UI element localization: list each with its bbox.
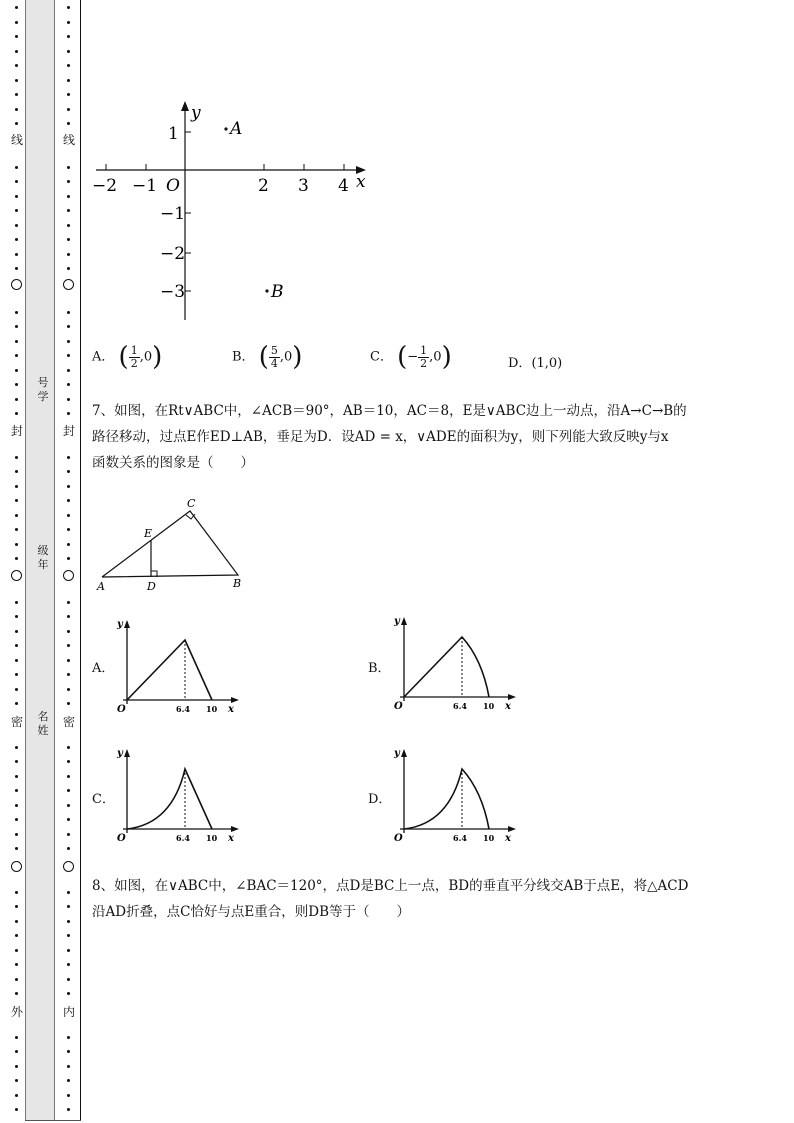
margin-dot [67, 1050, 70, 1053]
graph-label-t1: 6.4 [453, 701, 467, 711]
margin-dot [67, 6, 70, 9]
graph-label-y: y [117, 619, 123, 630]
margin-dot [15, 847, 18, 850]
margin-dot [67, 818, 70, 821]
margin-dot [67, 195, 70, 198]
graph-label-t1: 6.4 [453, 833, 467, 843]
graph-label-x: x [228, 833, 234, 844]
margin-dot [67, 615, 70, 618]
outer-circle-mark [11, 279, 22, 290]
triangle-label-b: B [233, 577, 242, 590]
graph-option-b [392, 612, 522, 712]
margin-dot [67, 354, 70, 357]
outer-mark-wai: 外 [11, 1005, 24, 1019]
margin-dot [67, 50, 70, 53]
inner-mark-xian: 线 [63, 133, 76, 147]
margin-dot [67, 905, 70, 908]
student-number-label: 号学 [37, 376, 49, 403]
margin-dot [67, 93, 70, 96]
q8-line-2: 沿AD折叠，点C恰好与点E重合，则DB等于（ ） [92, 904, 411, 920]
margin-dot [67, 557, 70, 560]
margin-dot [15, 499, 18, 502]
margin-dot [15, 1094, 18, 1097]
margin-dot [67, 108, 70, 111]
margin-dot [67, 1036, 70, 1039]
margin-dot [67, 992, 70, 995]
margin-dot [15, 311, 18, 314]
margin-dot [15, 688, 18, 691]
margin-dot [15, 50, 18, 53]
outer-circle-mark [11, 861, 22, 872]
graph-y-arrow [124, 620, 130, 628]
margin-dot [67, 644, 70, 647]
q6-option-c[interactable]: C． (− $\frac{1}{2}$ ,0) [370, 342, 452, 372]
margin-dot [15, 514, 18, 517]
margin-dot [67, 789, 70, 792]
coordinate-plane-figure [90, 98, 380, 326]
page-border-line [80, 0, 81, 1121]
margin-dot [67, 383, 70, 386]
margin-dot [67, 35, 70, 38]
margin-dot [15, 485, 18, 488]
graph-label-x: x [505, 701, 511, 712]
margin-dot [67, 920, 70, 923]
margin-dot [67, 340, 70, 343]
origin-label: O [166, 176, 180, 196]
q7-line-2: 路径移动，过点E作ED⊥AB，垂足为D．设AD = x，∨ADE的面积为y，则下列能大致反映y与x [92, 429, 669, 445]
grade-label: 级年 [37, 544, 49, 571]
point-b-marker [265, 289, 268, 292]
x-tick-neg2: −2 [92, 176, 118, 196]
margin-dot [67, 21, 70, 24]
triangle-label-c: C [187, 497, 196, 510]
margin-dot [67, 746, 70, 749]
margin-dot [15, 543, 18, 546]
graph-label-t2: 10 [483, 701, 495, 711]
y-axis-label: y [191, 103, 201, 123]
margin-dot [67, 847, 70, 850]
graph-label-x: x [505, 833, 511, 844]
q7-triangle-figure [92, 494, 252, 594]
margin-dot [67, 630, 70, 633]
margin-dot [15, 180, 18, 183]
q7-option-a[interactable]: A． [92, 661, 115, 676]
q6-option-b[interactable]: B． ( $\frac{5}{4}$ ,0) [232, 342, 303, 372]
margin-dot [15, 209, 18, 212]
margin-dot [67, 804, 70, 807]
x-axis-label: x [356, 172, 366, 192]
margin-dot [67, 499, 70, 502]
margin-dot [67, 514, 70, 517]
margin-dot [15, 238, 18, 241]
margin-dot [15, 949, 18, 952]
graph-x-arrow [231, 697, 239, 703]
margin-dot [15, 340, 18, 343]
margin-dot [15, 383, 18, 386]
margin-dot [15, 398, 18, 401]
graph-label-y: y [394, 748, 400, 759]
margin-dot [15, 224, 18, 227]
margin-dot [67, 412, 70, 415]
margin-bottom-line [25, 1120, 81, 1121]
margin-dot [15, 833, 18, 836]
margin-dot [15, 412, 18, 415]
margin-dot [67, 775, 70, 778]
margin-dot [67, 528, 70, 531]
margin-dot [67, 688, 70, 691]
margin-dot [67, 891, 70, 894]
inner-mark-mi: 密 [63, 715, 76, 729]
margin-dot [15, 557, 18, 560]
margin-dot [15, 195, 18, 198]
inner-circle-mark [63, 861, 74, 872]
margin-dot [67, 64, 70, 67]
margin-dot [67, 79, 70, 82]
graph-label-t2: 10 [483, 833, 495, 843]
margin-dot [15, 354, 18, 357]
margin-dot [67, 760, 70, 763]
inner-circle-mark [63, 570, 74, 581]
graph-x-arrow [231, 826, 239, 832]
margin-dot [15, 79, 18, 82]
q7-option-c[interactable]: C． [92, 792, 115, 807]
y-tick-neg3: −3 [160, 282, 186, 302]
margin-dot [15, 775, 18, 778]
x-tick-neg1: −1 [132, 176, 158, 196]
margin-dot [67, 456, 70, 459]
graph-curve [404, 637, 489, 697]
margin-dot [67, 470, 70, 473]
margin-dot [15, 35, 18, 38]
margin-dot [67, 267, 70, 270]
margin-dot [15, 64, 18, 67]
inner-circle-mark [63, 279, 74, 290]
margin-dot [15, 920, 18, 923]
margin-dot [67, 833, 70, 836]
margin-dot [67, 166, 70, 169]
margin-dot [15, 253, 18, 256]
q6-option-a[interactable]: A． ( $\frac{1}{2}$ ,0) [92, 342, 163, 372]
graph-label-t2: 10 [206, 833, 218, 843]
graph-label-o: O [117, 704, 126, 715]
margin-dot [15, 1065, 18, 1068]
margin-dot [67, 949, 70, 952]
graph-option-c [115, 744, 245, 844]
margin-dot [15, 601, 18, 604]
margin-dot [67, 1079, 70, 1082]
margin-dot [15, 746, 18, 749]
margin-dot [15, 818, 18, 821]
margin-dot [15, 673, 18, 676]
margin-dot [67, 224, 70, 227]
graph-label-x: x [228, 704, 234, 715]
name-label: 名姓 [37, 710, 49, 737]
margin-dot [67, 1094, 70, 1097]
point-a-marker [224, 127, 227, 130]
margin-dot [15, 267, 18, 270]
graph-curve [127, 769, 212, 829]
q6-option-d[interactable]: D．(1,0) [508, 356, 563, 371]
margin-dot [67, 485, 70, 488]
graph-label-y: y [117, 748, 123, 759]
outer-mark-mi: 密 [11, 715, 24, 729]
q7-line-1: 7、如图，在Rt∨ABC中，∠ACB＝90°，AB＝10，AC＝8，E是∨ABC边上一动点，沿A→C→B的 [92, 403, 687, 419]
outer-mark-xian: 线 [11, 133, 24, 147]
margin-dot [15, 963, 18, 966]
margin-dot [15, 93, 18, 96]
margin-dot [67, 398, 70, 401]
margin-dot [15, 369, 18, 372]
q7-line-3: 函数关系的图象是（ ） [92, 455, 254, 471]
margin-dot [15, 108, 18, 111]
x-tick-3: 3 [298, 176, 309, 196]
margin-dot [67, 253, 70, 256]
margin-dot [15, 702, 18, 705]
margin-dot [67, 238, 70, 241]
margin-dot [15, 891, 18, 894]
inner-mark-nei: 内 [63, 1005, 76, 1019]
margin-dot [67, 543, 70, 546]
graph-y-arrow [401, 617, 407, 625]
graph-label-o: O [394, 833, 403, 844]
margin-dot [15, 470, 18, 473]
triangle-label-e: E [144, 527, 153, 540]
margin-dot [15, 1050, 18, 1053]
margin-dot [67, 1108, 70, 1111]
graph-y-arrow [124, 749, 130, 757]
outer-mark-feng: 封 [11, 424, 24, 438]
y-tick-neg2: −2 [160, 244, 186, 264]
margin-dot [15, 934, 18, 937]
margin-dot [67, 122, 70, 125]
margin-dot [15, 615, 18, 618]
margin-dot [67, 934, 70, 937]
margin-dot [15, 644, 18, 647]
margin-dot [15, 6, 18, 9]
graph-option-a [115, 615, 245, 715]
margin-dot [67, 311, 70, 314]
margin-dot [67, 325, 70, 328]
margin-dot [67, 180, 70, 183]
margin-dot [15, 1108, 18, 1111]
margin-dot [15, 659, 18, 662]
margin-dot [15, 325, 18, 328]
x-tick-2: 2 [258, 176, 269, 196]
margin-dot [15, 122, 18, 125]
graph-option-d [392, 744, 522, 844]
margin-dot [15, 1079, 18, 1082]
graph-label-t1: 6.4 [176, 704, 190, 714]
margin-dot [15, 760, 18, 763]
margin-dot [15, 905, 18, 908]
graph-label-o: O [117, 833, 126, 844]
margin-dot [15, 630, 18, 633]
triangle-label-a: A [97, 580, 105, 593]
triangle-label-d: D [147, 580, 156, 593]
margin-dot [15, 166, 18, 169]
graph-curve [404, 769, 489, 829]
q7-option-d[interactable]: D． [368, 792, 392, 807]
graph-x-arrow [508, 694, 516, 700]
graph-label-t2: 10 [206, 704, 218, 714]
margin-dot [67, 978, 70, 981]
graph-curve [127, 640, 212, 700]
x-tick-4: 4 [338, 176, 349, 196]
graph-y-arrow [401, 749, 407, 757]
point-a-label: A [230, 119, 243, 139]
graph-label-o: O [394, 701, 403, 712]
margin-dot [67, 1065, 70, 1068]
q8-line-1: 8、如图，在∨ABC中，∠BAC＝120°，点D是BC上一点，BD的垂直平分线交AB于点E，将△ACD [92, 878, 689, 894]
margin-dot [67, 673, 70, 676]
margin-dot [15, 21, 18, 24]
graph-label-y: y [394, 616, 400, 627]
q7-option-b[interactable]: B． [368, 661, 391, 676]
margin-dot [15, 978, 18, 981]
margin-dot [67, 659, 70, 662]
margin-dot [67, 209, 70, 212]
margin-dot [15, 456, 18, 459]
margin-dot [15, 1036, 18, 1039]
outer-circle-mark [11, 570, 22, 581]
margin-dot [67, 963, 70, 966]
margin-dot [67, 369, 70, 372]
graph-label-t1: 6.4 [176, 833, 190, 843]
margin-dot [67, 702, 70, 705]
point-b-label: B [271, 282, 284, 302]
margin-dot [15, 528, 18, 531]
margin-dot [67, 601, 70, 604]
margin-dot [15, 992, 18, 995]
margin-dot [15, 789, 18, 792]
inner-mark-feng: 封 [63, 424, 76, 438]
margin-dot [15, 804, 18, 807]
graph-x-arrow [508, 826, 516, 832]
y-tick-neg1: −1 [160, 204, 186, 224]
y-tick-1: 1 [168, 124, 179, 144]
